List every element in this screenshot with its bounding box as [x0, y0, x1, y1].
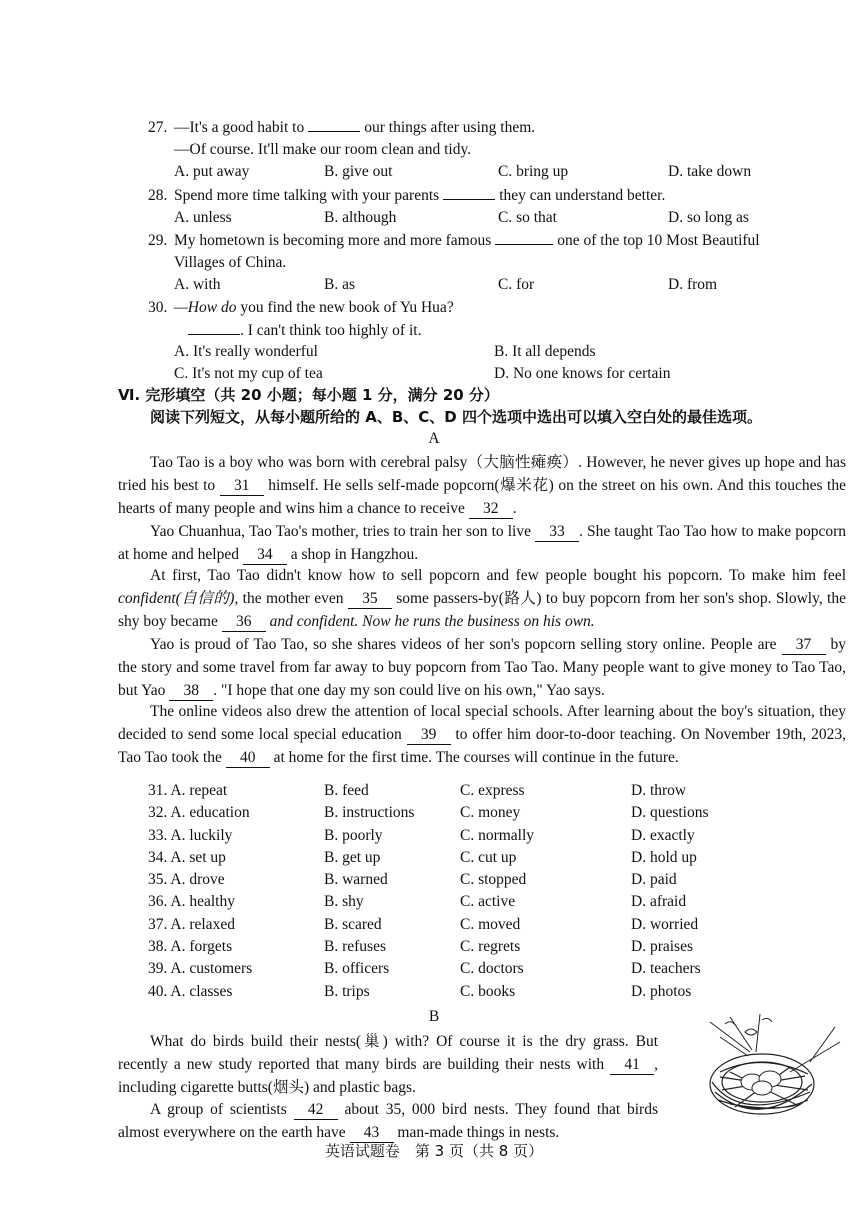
passage-b-letter: B	[428, 1008, 440, 1025]
choice-row: 37. A. relaxed B. scared C. moved D. worried	[148, 915, 699, 933]
blank-41: 41	[610, 1056, 654, 1075]
question-30-options-row1	[174, 341, 834, 363]
option-d: D. No one knows for certain	[494, 365, 671, 382]
choice-row: 38. A. forgets B. refuses C. regrets D. praises	[148, 938, 693, 956]
option-a: A. unless	[174, 209, 232, 226]
page-footer: 英语试题卷 第 3 页（共 8 页）	[324, 1142, 544, 1160]
choice-row: 34. A. set up B. get up C. cut up D. hold up	[148, 848, 697, 866]
passage-a-paragraph-1: Tao Tao is a boy who was born with cerebral palsy（大脑性瘫痪）. However, he never gives up hope and has tried his best to 31 himself. He sells self-made popcorn(爆米花) on the street on his own. And this touches the hearts of many people and wins him a chance to receive 32 .	[118, 454, 846, 517]
choice-row: 40. A. classes B. trips C. books D. photos	[148, 982, 692, 1000]
blank-36: 36	[222, 613, 266, 632]
blank-37: 37	[782, 636, 826, 655]
answer-blank	[495, 229, 553, 245]
answer-blank	[443, 184, 495, 200]
choice-row: 33. A. luckily B. poorly C. normally D. exactly	[148, 826, 695, 844]
blank-40: 40	[226, 749, 270, 768]
question-28-options	[174, 207, 834, 229]
section-title: Ⅵ. 完形填空（共 20 小题；每小题 1 分，满分 20 分）	[118, 386, 499, 404]
question-27: 27. —It's a good habit to our things after using them.	[148, 116, 535, 139]
option-d: D. from	[668, 276, 718, 293]
passage-a-letter: A	[428, 430, 440, 447]
passage-a-paragraph-2: Yao Chuanhua, Tao Tao's mother, tries to train her son to live 33 . She taught Tao Tao how to make popcorn at home and helped 34 a shop in Hangzhou.	[118, 523, 847, 563]
blank-39: 39	[407, 726, 451, 745]
passage-b-paragraph-1: What do birds build their nests(巢) with? Of course it is the dry grass. But recently a new study reported that many birds are building their nests with 41 , including cigarette butts(烟头) and plastic bags.	[118, 1033, 659, 1096]
blank-32: 32	[469, 500, 513, 519]
passage-a-paragraph-5: The online videos also drew the attention of local special schools. After learning about the boy's situation, they decided to send some local special education 39 to offer him door-to-door teaching. On November 19th, 2023, Tao Tao took the 40 at home for the first time. The courses will continue in the future.	[118, 703, 846, 766]
option-a: A. with	[174, 276, 221, 293]
option-b: B. although	[324, 209, 397, 226]
blank-34: 34	[243, 546, 287, 565]
passage-b-paragraph-2: A group of scientists 42 about 35, 000 bird nests. They found that birds almost everywhere on the earth have 43 man-made things in nests.	[118, 1101, 658, 1141]
option-c: C. It's not my cup of tea	[174, 365, 323, 382]
question-30-options-row2	[174, 363, 834, 385]
option-d: D. so long as	[668, 209, 749, 226]
question-27-options	[174, 161, 834, 183]
blank-38: 38	[169, 682, 213, 701]
choice-row: 39. A. customers B. officers C. doctors D. teachers	[148, 960, 701, 978]
blank-42: 42	[294, 1101, 338, 1120]
option-a: A. put away	[174, 163, 250, 180]
choice-row: 35. A. drove B. warned C. stopped D. paid	[148, 871, 677, 889]
option-d: D. take down	[668, 163, 752, 180]
answer-blank	[188, 319, 240, 335]
option-b: B. It all depends	[494, 343, 596, 360]
answer-blank	[308, 116, 360, 132]
option-b: B. as	[324, 276, 355, 293]
option-c: C. for	[498, 276, 535, 293]
question-number: 27.	[148, 119, 168, 136]
blank-31: 31	[220, 477, 264, 496]
question-29-options	[174, 274, 834, 296]
bird-nest-illustration	[690, 1012, 850, 1130]
blank-35: 35	[348, 590, 392, 609]
question-27-line2: —Of course. It'll make our room clean and tidy.	[174, 141, 472, 158]
question-30-line2: . I can't think too highly of it.	[188, 319, 421, 342]
option-c: C. bring up	[498, 163, 569, 180]
choice-row: 32. A. education B. instructions C. money D. questions	[148, 804, 709, 822]
question-30: 30. —How do you find the new book of Yu Hua?	[148, 299, 454, 316]
question-29-line2: Villages of China.	[174, 254, 287, 271]
option-a: A. It's really wonderful	[174, 343, 318, 360]
passage-a-paragraph-3: At first, Tao Tao didn't know how to sell popcorn and few people bought his popcorn. To make him feel confident(自信的), the mother even 35 some passers-by(路人) to buy popcorn from her son's shop. Slowly, the shy boy became 36 and confident. Now he runs the business on his own.	[118, 567, 846, 630]
choice-row: 36. A. healthy B. shy C. active D. afraid	[148, 893, 687, 911]
passage-a-paragraph-4: Yao is proud of Tao Tao, so she shares videos of her son's popcorn selling story online. People are 37 by the story and some travel from far away to buy popcorn from Tao Tao. Many people want to give money to Tao Tao, but Yao 38 . "I hope that one day my son could live on his own," Yao says.	[118, 636, 846, 699]
option-c: C. so that	[498, 209, 557, 226]
question-29: 29. My hometown is becoming more and more famous one of the top 10 Most Beautiful	[148, 229, 760, 252]
blank-43: 43	[350, 1124, 394, 1143]
blank-33: 33	[535, 523, 579, 542]
choices-grid	[148, 780, 748, 1003]
question-28: 28. Spend more time talking with your parents they can understand better.	[148, 184, 665, 207]
option-b: B. give out	[324, 163, 393, 180]
choice-row: 31. A. repeat B. feed C. express D. throw	[148, 782, 687, 799]
section-instruction: 阅读下列短文，从每小题所给的 A、B、C、D 四个选项中选出可以填入空白处的最佳选项。	[150, 408, 762, 426]
